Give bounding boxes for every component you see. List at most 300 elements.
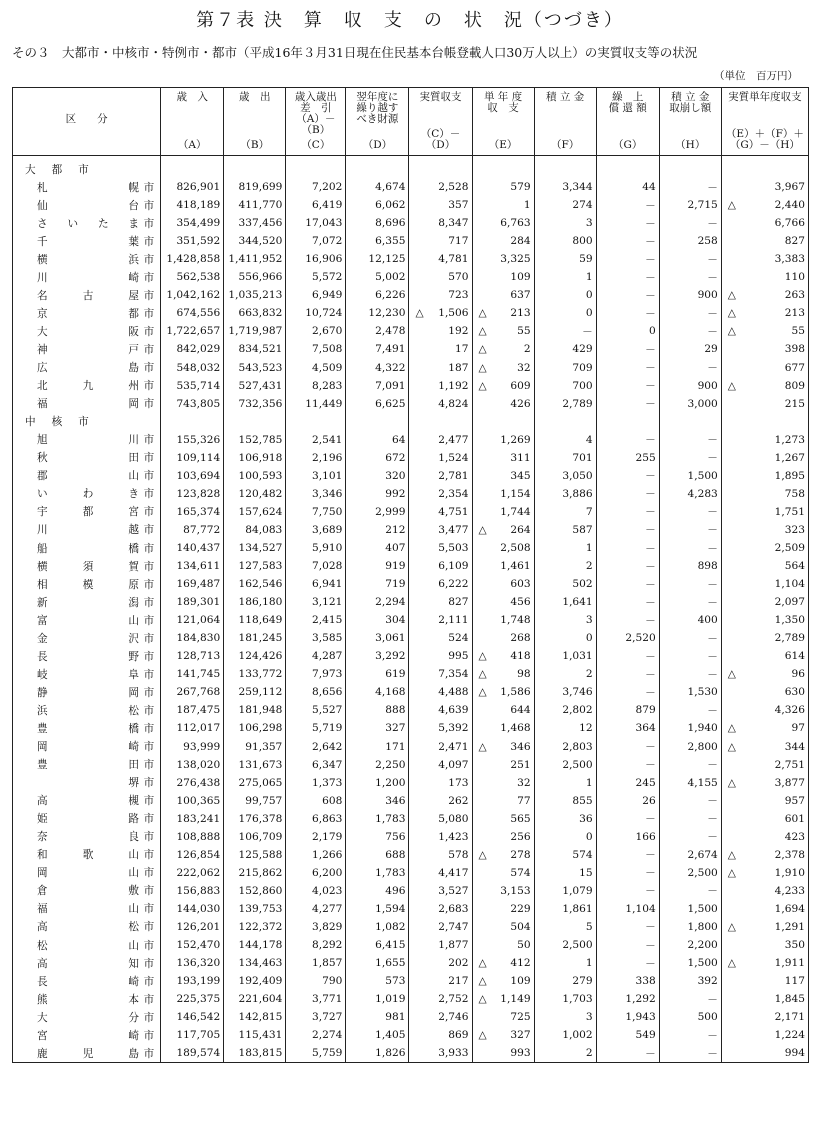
value-cell xyxy=(224,413,286,431)
value-cell: 267,768 xyxy=(161,683,224,701)
value-cell: 418,189 xyxy=(161,196,224,214)
value-cell: － xyxy=(596,196,659,214)
value-cell: － xyxy=(596,864,659,882)
city-name-cell xyxy=(13,431,161,449)
value-cell: 637 xyxy=(472,286,534,304)
value-cell: 7 xyxy=(534,503,596,521)
value-cell: 2,477 xyxy=(409,431,472,449)
value-cell: － xyxy=(659,322,721,340)
value-cell: 543,523 xyxy=(224,359,286,377)
value-cell: 44 xyxy=(596,178,659,196)
value-cell: 2,670 xyxy=(286,322,346,340)
negative-marker: △ xyxy=(478,957,487,970)
table-row xyxy=(13,954,809,972)
table-row xyxy=(13,719,809,737)
value-cell: 1,154 xyxy=(472,485,534,503)
value-cell: 189,574 xyxy=(161,1044,224,1063)
value-cell: － xyxy=(659,701,721,719)
value-cell: 103,694 xyxy=(161,467,224,485)
negative-marker: △ xyxy=(478,361,487,374)
value-cell: － xyxy=(596,936,659,954)
value-cell: 7,028 xyxy=(286,557,346,575)
value-cell: 165,374 xyxy=(161,503,224,521)
value-cell: 6,625 xyxy=(346,395,409,413)
value-cell: 4,233 xyxy=(721,882,808,900)
column-header xyxy=(346,88,409,156)
value-cell: 1,269 xyxy=(472,431,534,449)
value-cell: 426 xyxy=(472,395,534,413)
city-name: 北 九 州 市 xyxy=(37,380,155,393)
value-cell: 364 xyxy=(596,719,659,737)
value-cell: 869 xyxy=(409,1026,472,1044)
group-name-cell xyxy=(13,413,161,431)
city-name-cell xyxy=(13,918,161,936)
city-name: 横 須 賀 市 xyxy=(37,560,155,573)
value-cell: 4,322 xyxy=(346,359,409,377)
value-cell: 548,032 xyxy=(161,359,224,377)
value-cell: 144,030 xyxy=(161,900,224,918)
value-cell: － xyxy=(596,503,659,521)
value-cell: 981 xyxy=(346,1008,409,1026)
value-cell: 758 xyxy=(721,485,808,503)
value-cell xyxy=(472,665,534,683)
cell-value: 344 xyxy=(784,740,805,753)
value-cell: 411,770 xyxy=(224,196,286,214)
value-cell: 152,470 xyxy=(161,936,224,954)
table-row xyxy=(13,756,809,774)
page-title: 第７表 決 算 収 支 の 状 況（つづき） xyxy=(196,10,624,31)
cell-value: 213 xyxy=(784,307,805,320)
value-cell: 125,588 xyxy=(224,846,286,864)
column-header xyxy=(659,88,721,156)
value-cell xyxy=(472,413,534,431)
value-cell: 2,752 xyxy=(409,990,472,1008)
cell-value: 55 xyxy=(517,325,531,338)
value-cell: 258 xyxy=(659,232,721,250)
value-cell xyxy=(472,683,534,701)
city-name: 和 歌 山 市 xyxy=(37,849,155,862)
value-cell: 6,355 xyxy=(346,232,409,250)
value-cell xyxy=(472,322,534,340)
value-cell: 535,714 xyxy=(161,377,224,395)
value-cell: 7,091 xyxy=(346,377,409,395)
cell-value: 2,440 xyxy=(774,199,805,212)
value-cell: 392 xyxy=(659,972,721,990)
value-cell: 106,298 xyxy=(224,719,286,737)
table-row xyxy=(13,431,809,449)
value-cell: 2,354 xyxy=(409,485,472,503)
table-row xyxy=(13,738,809,756)
value-cell: 5,503 xyxy=(409,539,472,557)
cell-value: 327 xyxy=(510,1029,531,1042)
value-cell xyxy=(534,413,596,431)
value-cell: 992 xyxy=(346,485,409,503)
value-cell xyxy=(721,196,808,214)
value-cell: 398 xyxy=(721,340,808,358)
value-cell xyxy=(596,413,659,431)
value-cell: 59 xyxy=(534,250,596,268)
city-name: 静 岡 市 xyxy=(37,686,155,699)
value-cell: － xyxy=(596,593,659,611)
cell-value: 1,586 xyxy=(500,686,531,699)
value-cell: 222,062 xyxy=(161,864,224,882)
city-name-cell xyxy=(13,900,161,918)
table-row xyxy=(13,629,809,647)
value-cell: － xyxy=(596,431,659,449)
value-cell: 573 xyxy=(346,972,409,990)
value-cell: 17 xyxy=(409,340,472,358)
value-cell xyxy=(472,738,534,756)
value-cell: － xyxy=(659,629,721,647)
value-cell: － xyxy=(596,954,659,972)
city-name: 福 山 市 xyxy=(37,903,155,916)
value-cell: 1,861 xyxy=(534,900,596,918)
value-cell: 136,320 xyxy=(161,954,224,972)
cell-value: 96 xyxy=(791,668,805,681)
value-cell: － xyxy=(659,593,721,611)
table-row xyxy=(13,539,809,557)
column-header-sub: （A） xyxy=(177,139,207,151)
value-cell: 919 xyxy=(346,557,409,575)
city-name: 堺 市 xyxy=(128,777,155,790)
value-cell: 2,500 xyxy=(534,936,596,954)
column-header-label: 実質収支 xyxy=(419,91,462,103)
value-cell xyxy=(161,413,224,431)
value-cell: 1,468 xyxy=(472,719,534,737)
value-cell: 1,940 xyxy=(659,719,721,737)
value-cell: － xyxy=(659,810,721,828)
cell-value: 55 xyxy=(791,325,805,338)
value-cell: 429 xyxy=(534,340,596,358)
value-cell: 1,082 xyxy=(346,918,409,936)
value-cell: － xyxy=(596,340,659,358)
table-row xyxy=(13,503,809,521)
value-cell xyxy=(472,340,534,358)
city-name-cell xyxy=(13,1026,161,1044)
value-cell xyxy=(721,918,808,936)
negative-marker: △ xyxy=(478,1029,487,1042)
value-cell: － xyxy=(596,846,659,864)
value-cell: 1,800 xyxy=(659,918,721,936)
value-cell: － xyxy=(596,359,659,377)
city-name-cell xyxy=(13,521,161,539)
table-row xyxy=(13,611,809,629)
value-cell: － xyxy=(596,683,659,701)
city-name-cell xyxy=(13,214,161,232)
city-name-cell xyxy=(13,954,161,972)
value-cell: 166 xyxy=(596,828,659,846)
table-row xyxy=(13,665,809,683)
value-cell: 456 xyxy=(472,593,534,611)
value-cell: 142,815 xyxy=(224,1008,286,1026)
cell-value: 278 xyxy=(510,848,531,861)
value-cell: － xyxy=(596,214,659,232)
city-name: い わ き 市 xyxy=(37,488,155,501)
value-cell: 186,180 xyxy=(224,593,286,611)
city-name-cell xyxy=(13,304,161,322)
table-row xyxy=(13,485,809,503)
cell-value: 98 xyxy=(517,668,531,681)
table-row xyxy=(13,792,809,810)
table-row xyxy=(13,972,809,990)
city-name-cell xyxy=(13,377,161,395)
value-cell: 719 xyxy=(346,575,409,593)
value-cell: － xyxy=(596,1044,659,1063)
value-cell xyxy=(472,1026,534,1044)
value-cell: 1,019 xyxy=(346,990,409,1008)
value-cell: 1,748 xyxy=(472,611,534,629)
value-cell: 2,294 xyxy=(346,593,409,611)
city-name-cell xyxy=(13,359,161,377)
column-header xyxy=(472,88,534,156)
value-cell: 3,383 xyxy=(721,250,808,268)
column-header xyxy=(721,88,808,156)
city-name: 松 山 市 xyxy=(37,939,155,952)
column-header-sub: （G） xyxy=(613,139,643,151)
value-cell: 357 xyxy=(409,196,472,214)
value-cell xyxy=(721,774,808,792)
table-row xyxy=(13,359,809,377)
value-cell xyxy=(472,990,534,1008)
value-cell: 5,002 xyxy=(346,268,409,286)
value-cell: － xyxy=(596,377,659,395)
value-cell: 3,967 xyxy=(721,178,808,196)
value-cell: 3 xyxy=(534,1008,596,1026)
value-cell: 3,746 xyxy=(534,683,596,701)
city-name-cell xyxy=(13,738,161,756)
value-cell: 4,287 xyxy=(286,647,346,665)
value-cell: 1,943 xyxy=(596,1008,659,1026)
city-name-cell xyxy=(13,539,161,557)
table-row xyxy=(13,647,809,665)
value-cell: 2,541 xyxy=(286,431,346,449)
value-cell: 1,744 xyxy=(472,503,534,521)
negative-marker: △ xyxy=(478,307,487,320)
value-cell: 1,192 xyxy=(409,377,472,395)
column-header-label: 区 分 xyxy=(65,113,108,125)
value-cell: 578 xyxy=(409,846,472,864)
negative-marker: △ xyxy=(478,343,487,356)
value-cell: 3,325 xyxy=(472,250,534,268)
value-cell: 0 xyxy=(596,322,659,340)
value-cell: 110 xyxy=(721,268,808,286)
city-name: さ い た ま 市 xyxy=(37,217,155,230)
negative-marker: △ xyxy=(727,379,736,392)
negative-marker: △ xyxy=(478,523,487,536)
value-cell: 274 xyxy=(534,196,596,214)
value-cell: 255 xyxy=(596,449,659,467)
value-cell: 259,112 xyxy=(224,683,286,701)
value-cell: 644 xyxy=(472,701,534,719)
column-header-sub: （D） xyxy=(362,139,393,151)
column-header-label: 歳入歳出 差 引 （A）－（B） xyxy=(294,91,337,136)
value-cell: 5,719 xyxy=(286,719,346,737)
value-cell: 225,375 xyxy=(161,990,224,1008)
value-cell: 1,530 xyxy=(659,683,721,701)
city-name-cell xyxy=(13,557,161,575)
value-cell: 4,277 xyxy=(286,900,346,918)
value-cell: 619 xyxy=(346,665,409,683)
value-cell: 1,428,858 xyxy=(161,250,224,268)
value-cell: 99,757 xyxy=(224,792,286,810)
cell-value: 1,506 xyxy=(438,307,469,320)
value-cell: 1,104 xyxy=(596,900,659,918)
value-cell: 2,746 xyxy=(409,1008,472,1026)
value-cell: 4,155 xyxy=(659,774,721,792)
table-row xyxy=(13,286,809,304)
city-name: 豊 田 市 xyxy=(37,759,155,772)
value-cell: － xyxy=(659,882,721,900)
city-name: 金 沢 市 xyxy=(37,632,155,645)
city-name: 浜 松 市 xyxy=(37,704,155,717)
city-name: 長 野 市 xyxy=(37,650,155,663)
value-cell: 350 xyxy=(721,936,808,954)
value-cell: 1,035,213 xyxy=(224,286,286,304)
city-name: 倉 敷 市 xyxy=(37,885,155,898)
value-cell: 146,542 xyxy=(161,1008,224,1026)
value-cell: － xyxy=(659,521,721,539)
value-cell: 4,781 xyxy=(409,250,472,268)
city-name-cell xyxy=(13,719,161,737)
value-cell: 338 xyxy=(596,972,659,990)
value-cell: － xyxy=(596,611,659,629)
city-name-cell xyxy=(13,701,161,719)
value-cell: 6,109 xyxy=(409,557,472,575)
group-name: 大都市 xyxy=(25,163,105,176)
value-cell: 120,482 xyxy=(224,485,286,503)
value-cell xyxy=(721,846,808,864)
value-cell: 16,906 xyxy=(286,250,346,268)
city-name-cell xyxy=(13,449,161,467)
value-cell: － xyxy=(659,1026,721,1044)
value-cell xyxy=(721,864,808,882)
value-cell: 7,750 xyxy=(286,503,346,521)
value-cell xyxy=(472,521,534,539)
value-cell: 212 xyxy=(346,521,409,539)
value-cell: 4,674 xyxy=(346,178,409,196)
value-cell: 1 xyxy=(534,268,596,286)
city-name-cell xyxy=(13,828,161,846)
value-cell: 279 xyxy=(534,972,596,990)
value-cell: 4,824 xyxy=(409,395,472,413)
value-cell: 133,772 xyxy=(224,665,286,683)
city-name-cell xyxy=(13,340,161,358)
value-cell: 1,267 xyxy=(721,449,808,467)
cell-value: 97 xyxy=(791,722,805,735)
city-name: 高 知 市 xyxy=(37,957,155,970)
city-name: 宇 都 宮 市 xyxy=(37,506,155,519)
value-cell xyxy=(659,156,721,179)
value-cell: 7,354 xyxy=(409,665,472,683)
value-cell: 229 xyxy=(472,900,534,918)
table-row xyxy=(13,1008,809,1026)
value-cell: 155,326 xyxy=(161,431,224,449)
table-row xyxy=(13,810,809,828)
column-header-label: 実質単年度収支 xyxy=(728,91,802,103)
value-cell: － xyxy=(659,250,721,268)
value-cell: 3,050 xyxy=(534,467,596,485)
table-subtitle: その３ 大都市・中核市・特例市・都市（平成16年３月31日現在住民基本台帳登載人口30万人以上）の実質収支等の状況 xyxy=(12,45,698,60)
value-cell: 1,500 xyxy=(659,900,721,918)
value-cell xyxy=(721,304,808,322)
value-cell: 549 xyxy=(596,1026,659,1044)
value-cell: 608 xyxy=(286,792,346,810)
value-cell: 3,829 xyxy=(286,918,346,936)
column-header xyxy=(224,88,286,156)
city-name-cell xyxy=(13,1044,161,1063)
unit-label: （単位 百万円） xyxy=(714,70,798,82)
value-cell: 157,624 xyxy=(224,503,286,521)
value-cell: 124,426 xyxy=(224,647,286,665)
value-cell: － xyxy=(659,304,721,322)
city-name: 神 戸 市 xyxy=(37,343,155,356)
value-cell: 2,803 xyxy=(534,738,596,756)
value-cell: 6,200 xyxy=(286,864,346,882)
value-cell: 8,283 xyxy=(286,377,346,395)
value-cell: － xyxy=(596,467,659,485)
value-cell: 128,713 xyxy=(161,647,224,665)
table-row xyxy=(13,395,809,413)
value-cell: 171 xyxy=(346,738,409,756)
city-name-cell xyxy=(13,232,161,250)
negative-marker: △ xyxy=(478,848,487,861)
value-cell xyxy=(472,972,534,990)
table-row xyxy=(13,340,809,358)
value-cell: 87,772 xyxy=(161,521,224,539)
table-row xyxy=(13,214,809,232)
value-cell: 1,405 xyxy=(346,1026,409,1044)
value-cell: － xyxy=(659,756,721,774)
city-name-cell xyxy=(13,575,161,593)
value-cell: 1,783 xyxy=(346,864,409,882)
city-name: 大 阪 市 xyxy=(37,325,155,338)
value-cell: 790 xyxy=(286,972,346,990)
value-cell: 345 xyxy=(472,467,534,485)
value-cell: 756 xyxy=(346,828,409,846)
value-cell: 304 xyxy=(346,611,409,629)
value-cell: 842,029 xyxy=(161,340,224,358)
value-cell: 630 xyxy=(721,683,808,701)
value-cell: 123,828 xyxy=(161,485,224,503)
negative-marker: △ xyxy=(415,307,424,320)
value-cell: 855 xyxy=(534,792,596,810)
city-name: 岐 阜 市 xyxy=(37,668,155,681)
value-cell: 144,178 xyxy=(224,936,286,954)
value-cell: 3 xyxy=(534,611,596,629)
value-cell: 8,292 xyxy=(286,936,346,954)
value-cell: 1 xyxy=(534,539,596,557)
cell-value: 2 xyxy=(523,343,531,356)
column-header-label: 歳 出 xyxy=(239,91,271,103)
value-cell xyxy=(472,377,534,395)
city-name: 大 分 市 xyxy=(37,1011,155,1024)
city-name-cell xyxy=(13,936,161,954)
negative-marker: △ xyxy=(727,776,736,789)
table-row xyxy=(13,521,809,539)
city-name: 岡 崎 市 xyxy=(37,741,155,754)
value-cell: 2,196 xyxy=(286,449,346,467)
value-cell: 587 xyxy=(534,521,596,539)
value-cell: 2 xyxy=(534,665,596,683)
value-cell: 570 xyxy=(409,268,472,286)
table-row xyxy=(13,575,809,593)
city-name: 千 葉 市 xyxy=(37,235,155,248)
value-cell xyxy=(472,954,534,972)
city-name-cell xyxy=(13,286,161,304)
city-name: 川 崎 市 xyxy=(37,271,155,284)
value-cell: 674,556 xyxy=(161,304,224,322)
value-cell: 1,857 xyxy=(286,954,346,972)
